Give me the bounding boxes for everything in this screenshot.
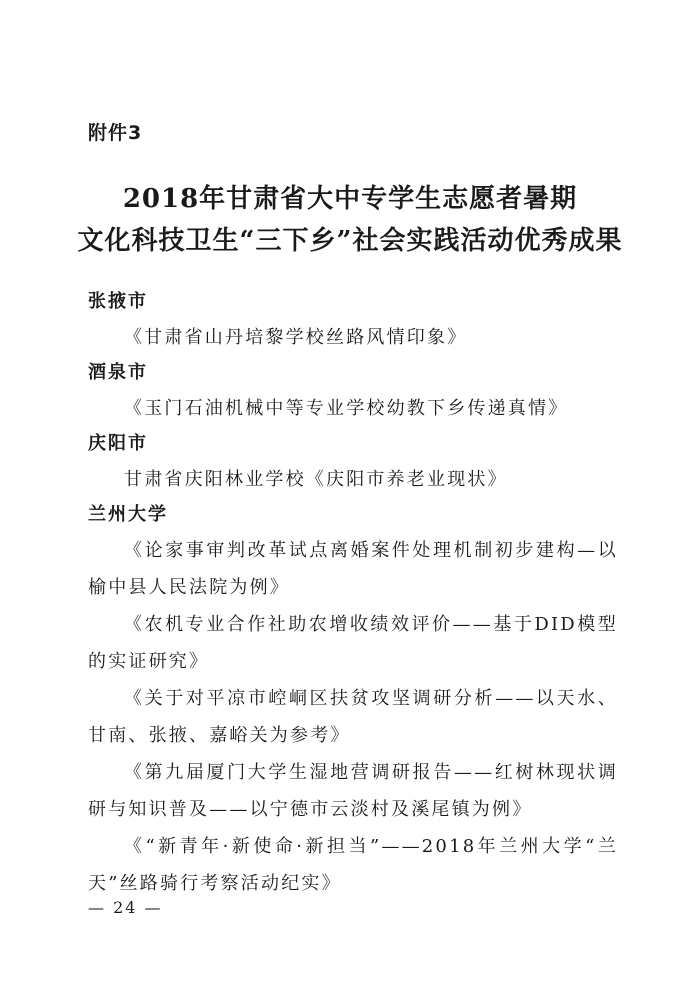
list-item: 《关于对平凉市崆峒区扶贫攻坚调研分析——以天水、甘南、张掖、嘉峪关为参考》: [88, 688, 618, 746]
list-item: 甘肃省庆阳林业学校《庆阳市养老业现状》: [124, 469, 508, 490]
attachment-label: 附件3: [88, 122, 143, 144]
section-heading: 庆阳市: [88, 433, 148, 454]
document-body: [88, 285, 618, 902]
list-item: 《论家事审判改革试点离婚案件处理机制初步建构—以榆中县人民法院为例》: [88, 540, 618, 598]
list-item: 《第九届厦门大学生湿地营调研报告——红树林现状调研与知识普及——以宁德市云淡村及溪尾镇为例》: [88, 762, 618, 820]
document-title-line-1: 2018年甘肃省大中专学生志愿者暑期: [122, 184, 578, 214]
section-heading: 张掖市: [88, 291, 148, 312]
list-item: 《“新青年·新使命·新担当”——2018年兰州大学“兰天”丝路骑行考察活动纪实》: [88, 836, 618, 894]
list-item: 《农机专业合作社助农增收绩效评价——基于DID模型的实证研究》: [88, 614, 618, 672]
document-title-line-2: 文化科技卫生“三下乡”社会实践活动优秀成果: [77, 226, 623, 256]
list-item: 《甘肃省山丹培黎学校丝路风情印象》: [124, 327, 468, 348]
list-item: 《玉门石油机械中等专业学校幼教下乡传递真情》: [124, 398, 569, 419]
page-number: — 24 —: [88, 898, 163, 917]
section-heading: 酒泉市: [88, 362, 148, 383]
section-heading: 兰州大学: [88, 504, 168, 525]
